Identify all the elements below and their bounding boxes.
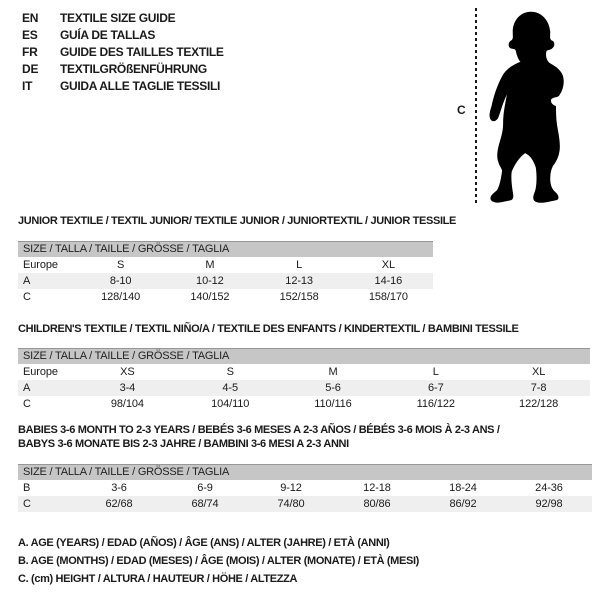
junior-table-title: JUNIOR TEXTILE / TEXTIL JUNIOR/ TEXTILE JUNIOR / JUNIORTEXTIL / JUNIOR TESSILE — [18, 215, 457, 227]
footnote-c: C. (cm) HEIGHT / ALTURA / HAUTEUR / HÖHE / ALTEZZA — [18, 573, 298, 585]
table-cell: 6-9 — [197, 482, 213, 494]
table-cell: 62/68 — [105, 498, 133, 510]
table-cell: M — [328, 366, 338, 378]
table-cell: S — [117, 259, 125, 271]
table-cell: 12-13 — [285, 275, 313, 287]
size-header-bar: SIZE / TALLA / TAILLE / GRÖSSE / TAGLIA — [18, 464, 592, 480]
table-cell: 10-12 — [196, 275, 224, 287]
table-row — [18, 364, 590, 380]
lang-code: IT — [22, 78, 33, 93]
row-label: Europe — [23, 366, 58, 378]
table-cell: M — [205, 259, 215, 271]
lang-code: EN — [22, 10, 39, 25]
row-label: A — [23, 382, 31, 394]
lang-line-it — [22, 77, 224, 94]
lang-line-de — [22, 60, 224, 77]
junior-table — [18, 241, 433, 305]
table-cell: 122/128 — [519, 398, 559, 410]
row-label: A — [23, 275, 31, 287]
baby-silhouette-icon — [487, 6, 575, 208]
table-row — [18, 273, 433, 289]
babies-table — [18, 464, 592, 512]
table-cell: 5-6 — [325, 382, 341, 394]
table-cell: 80/86 — [363, 498, 391, 510]
table-row — [18, 480, 592, 496]
table-cell: XS — [120, 366, 135, 378]
lang-label: TEXTILGRÖßENFÜHRUNG — [60, 61, 207, 76]
lang-label: GUÍA DE TALLAS — [60, 27, 156, 42]
table-cell: 12-18 — [363, 482, 391, 494]
lang-label: TEXTILE SIZE GUIDE — [60, 10, 176, 25]
footnote-a: A. AGE (YEARS) / EDAD (AÑOS) / ÂGE (ANS) / ALTER (JAHRE) / ETÀ (ANNI) — [18, 537, 390, 549]
babies-table-title — [18, 423, 588, 451]
table-cell: 110/116 — [314, 398, 352, 410]
table-cell: L — [296, 259, 303, 271]
table-cell: 6-7 — [427, 382, 444, 394]
lang-label: GUIDE DES TAILLES TEXTILE — [60, 44, 224, 59]
footnote-b: B. AGE (MONTHS) / EDAD (MESES) / ÂGE (MOIS) / ALTER (MONATE) / ETÀ (MESI) — [18, 555, 419, 567]
table-cell: 24-36 — [535, 482, 563, 494]
table-row — [18, 496, 592, 512]
children-table-title: CHILDREN'S TEXTILE / TEXTIL NIÑO/A / TEXTILE DES ENFANTS / KINDERTEXTIL / BAMBINI TESSILE — [18, 323, 519, 335]
children-table — [18, 348, 590, 412]
lang-line-es — [22, 26, 224, 43]
table-cell: 7-8 — [530, 382, 547, 394]
row-label: C — [23, 398, 31, 410]
footnotes — [18, 534, 419, 588]
table-cell: XL — [531, 366, 546, 378]
lang-code: FR — [22, 44, 38, 59]
table-cell: 3-4 — [119, 382, 136, 394]
lang-line-fr — [22, 43, 224, 60]
lang-code: DE — [22, 61, 39, 76]
table-cell: 8-10 — [109, 275, 132, 287]
table-cell: 68/74 — [191, 498, 219, 510]
table-cell: 98/104 — [110, 398, 144, 410]
table-cell: 152/158 — [279, 291, 319, 303]
table-cell: S — [226, 366, 234, 378]
height-measure-line — [475, 8, 477, 206]
height-measure-label: C — [457, 103, 466, 117]
lang-line-en — [22, 9, 224, 26]
table-cell: 4-5 — [222, 382, 238, 394]
lang-label: GUIDA ALLE TAGLIE TESSILI — [60, 78, 221, 93]
table-row — [18, 289, 433, 305]
table-row — [18, 257, 433, 273]
row-label: C — [23, 291, 31, 303]
table-row — [18, 380, 590, 396]
table-cell: 158/170 — [368, 291, 408, 303]
table-cell: 86/92 — [449, 498, 477, 510]
babies-title-line2: BABYS 3-6 MONATE BIS 2-3 JAHRE / BAMBINI 3-6 MESI A 2-3 ANNI — [18, 438, 349, 450]
table-cell: 9-12 — [280, 482, 302, 494]
table-cell: 18-24 — [449, 482, 477, 494]
row-label: Europe — [23, 259, 58, 271]
row-label: C — [23, 498, 31, 510]
size-header-bar: SIZE / TALLA / TAILLE / GRÖSSE / TAGLIA — [18, 241, 433, 257]
table-cell: 74/80 — [277, 498, 305, 510]
table-cell: 104/110 — [211, 398, 250, 410]
table-cell: 116/122 — [416, 398, 455, 410]
table-cell: 128/140 — [101, 291, 141, 303]
row-label: B — [23, 482, 31, 494]
lang-code: ES — [22, 27, 38, 42]
table-row — [18, 396, 590, 412]
babies-title-line1: BABIES 3-6 MONTH TO 2-3 YEARS / BEBÉS 3-6 MESES A 2-3 AÑOS / BÉBÉS 3-6 MOIS À 2-3 ANS / — [18, 424, 500, 436]
table-cell: L — [432, 366, 439, 378]
table-cell: 3-6 — [111, 482, 127, 494]
language-header — [22, 9, 224, 94]
table-cell: XL — [381, 259, 395, 271]
table-cell: 140/152 — [190, 291, 230, 303]
table-cell: 14-16 — [374, 275, 403, 287]
size-header-bar: SIZE / TALLA / TAILLE / GRÖSSE / TAGLIA — [18, 348, 590, 364]
table-cell: 92/98 — [535, 498, 563, 510]
